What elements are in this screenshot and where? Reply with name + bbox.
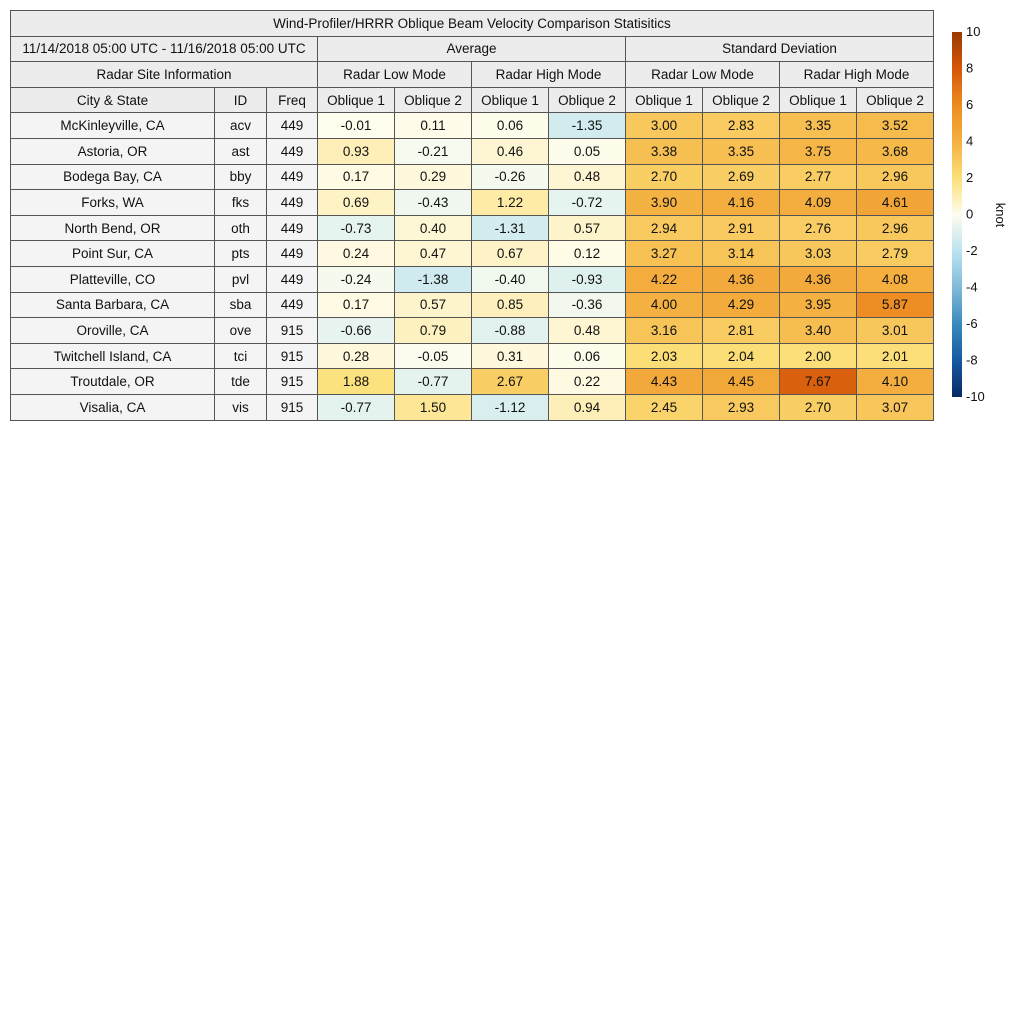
table-row [11, 343, 934, 369]
avg-low-oblique-2-header: Oblique 2 [395, 87, 472, 113]
std-low-ob1-cell: 2.03 [626, 343, 703, 369]
std-low-ob2-cell: 4.29 [703, 292, 780, 318]
colorbar-tick-label: 2 [966, 170, 974, 185]
avg-low-ob1-cell: 0.93 [318, 138, 395, 164]
std-low-ob1-cell: 3.90 [626, 190, 703, 216]
std-low-ob2-cell: 2.04 [703, 343, 780, 369]
avg-low-ob2-cell: 1.50 [395, 394, 472, 420]
city-cell: Forks, WA [11, 190, 215, 216]
avg-high-ob2-cell: -1.35 [549, 113, 626, 139]
avg-low-ob2-cell: 0.40 [395, 215, 472, 241]
city-cell: Point Sur, CA [11, 241, 215, 267]
std-low-ob2-cell: 4.36 [703, 266, 780, 292]
std-low-ob2-cell: 4.16 [703, 190, 780, 216]
freq-cell: 449 [267, 292, 318, 318]
std-high-ob2-cell: 2.79 [857, 241, 934, 267]
avg-high-ob1-cell: -0.88 [472, 318, 549, 344]
std-high-ob1-cell: 4.36 [780, 266, 857, 292]
std-high-ob2-cell: 3.01 [857, 318, 934, 344]
city-cell: Oroville, CA [11, 318, 215, 344]
avg-high-ob2-cell: 0.12 [549, 241, 626, 267]
avg-high-ob2-cell: -0.93 [549, 266, 626, 292]
avg-high-ob2-cell: 0.05 [549, 138, 626, 164]
table-title: Wind-Profiler/HRRR Oblique Beam Velocity Comparison Statisitics [11, 11, 934, 37]
id-cell: pvl [215, 266, 267, 292]
table-row [11, 138, 934, 164]
std-low-ob1-cell: 3.16 [626, 318, 703, 344]
std-low-ob1-cell: 3.38 [626, 138, 703, 164]
avg-high-ob1-cell: -0.26 [472, 164, 549, 190]
avg-low-ob1-cell: 0.24 [318, 241, 395, 267]
std-low-ob1-cell: 2.45 [626, 394, 703, 420]
avg-low-ob1-cell: -0.66 [318, 318, 395, 344]
avg-low-ob1-cell: -0.01 [318, 113, 395, 139]
std-high-ob2-cell: 3.68 [857, 138, 934, 164]
id-cell: acv [215, 113, 267, 139]
std-high-ob2-cell: 2.96 [857, 164, 934, 190]
id-cell: fks [215, 190, 267, 216]
avg-high-ob1-cell: -0.40 [472, 266, 549, 292]
city-column-header: City & State [11, 87, 215, 113]
std-low-ob1-cell: 3.00 [626, 113, 703, 139]
avg-high-ob2-cell: 0.48 [549, 318, 626, 344]
id-cell: pts [215, 241, 267, 267]
avg-high-ob1-cell: 0.31 [472, 343, 549, 369]
table-row [11, 266, 934, 292]
colorbar-tick-label: 0 [966, 206, 974, 222]
city-cell: Twitchell Island, CA [11, 343, 215, 369]
id-cell: tci [215, 343, 267, 369]
id-cell: bby [215, 164, 267, 190]
id-cell: vis [215, 394, 267, 420]
table-row [11, 318, 934, 344]
std-low-ob1-cell: 4.43 [626, 369, 703, 395]
id-cell: tde [215, 369, 267, 395]
std-low-ob2-cell: 2.81 [703, 318, 780, 344]
table-row [11, 164, 934, 190]
colorbar-tick-label: -8 [966, 352, 978, 368]
freq-column-header: Freq [267, 87, 318, 113]
avg-low-ob2-cell: 0.29 [395, 164, 472, 190]
freq-cell: 449 [267, 241, 318, 267]
colorbar-tick-label: -2 [966, 243, 978, 258]
avg-high-ob1-cell: -1.12 [472, 394, 549, 420]
colorbar-tick-label: -4 [966, 279, 978, 295]
std-high-ob1-cell: 2.77 [780, 164, 857, 190]
avg-low-mode-header: Radar Low Mode [318, 62, 472, 88]
std-high-ob2-cell: 2.96 [857, 215, 934, 241]
avg-high-mode-header: Radar High Mode [472, 62, 626, 88]
std-low-ob2-cell: 2.91 [703, 215, 780, 241]
std-low-ob2-cell: 4.45 [703, 369, 780, 395]
freq-cell: 915 [267, 394, 318, 420]
avg-low-oblique-1-header: Oblique 1 [318, 87, 395, 113]
stats-table [10, 10, 934, 421]
period-label: 11/14/2018 05:00 UTC - 11/16/2018 05:00 UTC [11, 36, 318, 62]
colorbar-tick-label: -6 [966, 316, 978, 331]
std-high-ob2-cell: 4.61 [857, 190, 934, 216]
avg-low-ob2-cell: -0.43 [395, 190, 472, 216]
freq-cell: 449 [267, 266, 318, 292]
avg-high-ob2-cell: 0.22 [549, 369, 626, 395]
freq-cell: 915 [267, 369, 318, 395]
std-high-mode-header: Radar High Mode [780, 62, 934, 88]
freq-cell: 915 [267, 343, 318, 369]
std-high-ob1-cell: 3.35 [780, 113, 857, 139]
std-low-oblique-1-header: Oblique 1 [626, 87, 703, 113]
std-high-ob2-cell: 5.87 [857, 292, 934, 318]
table-row [11, 292, 934, 318]
avg-high-oblique-2-header: Oblique 2 [549, 87, 626, 113]
avg-low-ob2-cell: 0.57 [395, 292, 472, 318]
std-high-oblique-2-header: Oblique 2 [857, 87, 934, 113]
avg-low-ob2-cell: -0.77 [395, 369, 472, 395]
avg-low-ob2-cell: 0.79 [395, 318, 472, 344]
avg-low-ob1-cell: 0.69 [318, 190, 395, 216]
avg-low-ob1-cell: -0.24 [318, 266, 395, 292]
id-column-header: ID [215, 87, 267, 113]
id-cell: oth [215, 215, 267, 241]
colorbar-label: knot [993, 202, 1008, 228]
colorbar-tick-label: 10 [966, 26, 981, 39]
colorbar-tick-label: 6 [966, 97, 974, 112]
avg-high-ob2-cell: 0.48 [549, 164, 626, 190]
freq-cell: 449 [267, 113, 318, 139]
std-dev-header: Standard Deviation [626, 36, 934, 62]
std-low-ob1-cell: 4.22 [626, 266, 703, 292]
avg-high-ob2-cell: 0.57 [549, 215, 626, 241]
city-cell: North Bend, OR [11, 215, 215, 241]
city-cell: Santa Barbara, CA [11, 292, 215, 318]
std-high-ob1-cell: 7.67 [780, 369, 857, 395]
table-row [11, 394, 934, 420]
avg-low-ob1-cell: 0.17 [318, 164, 395, 190]
std-high-ob2-cell: 2.01 [857, 343, 934, 369]
std-high-oblique-1-header: Oblique 1 [780, 87, 857, 113]
freq-cell: 449 [267, 215, 318, 241]
avg-high-ob2-cell: 0.06 [549, 343, 626, 369]
avg-high-ob1-cell: 0.06 [472, 113, 549, 139]
std-high-ob2-cell: 4.08 [857, 266, 934, 292]
avg-low-ob2-cell: 0.47 [395, 241, 472, 267]
avg-high-ob2-cell: -0.36 [549, 292, 626, 318]
id-cell: sba [215, 292, 267, 318]
avg-low-ob2-cell: -0.21 [395, 138, 472, 164]
std-low-oblique-2-header: Oblique 2 [703, 87, 780, 113]
site-info-header: Radar Site Information [11, 62, 318, 88]
colorbar-tick-label: 4 [966, 133, 974, 149]
avg-high-ob1-cell: 1.22 [472, 190, 549, 216]
std-low-ob1-cell: 2.94 [626, 215, 703, 241]
freq-cell: 449 [267, 138, 318, 164]
avg-low-ob1-cell: 1.88 [318, 369, 395, 395]
std-low-ob2-cell: 2.69 [703, 164, 780, 190]
avg-low-ob1-cell: -0.73 [318, 215, 395, 241]
std-low-ob2-cell: 3.35 [703, 138, 780, 164]
std-high-ob1-cell: 2.70 [780, 394, 857, 420]
avg-high-ob1-cell: 0.46 [472, 138, 549, 164]
std-high-ob1-cell: 3.03 [780, 241, 857, 267]
std-high-ob2-cell: 3.07 [857, 394, 934, 420]
std-high-ob1-cell: 3.40 [780, 318, 857, 344]
avg-high-ob1-cell: 2.67 [472, 369, 549, 395]
table-row [11, 113, 934, 139]
avg-low-ob1-cell: 0.28 [318, 343, 395, 369]
colorbar [948, 26, 1018, 416]
average-header: Average [318, 36, 626, 62]
std-high-ob1-cell: 2.00 [780, 343, 857, 369]
std-high-ob1-cell: 3.75 [780, 138, 857, 164]
avg-high-ob2-cell: -0.72 [549, 190, 626, 216]
avg-low-ob2-cell: 0.11 [395, 113, 472, 139]
avg-high-ob1-cell: 0.85 [472, 292, 549, 318]
colorbar-tick-label: -10 [966, 389, 985, 404]
id-cell: ast [215, 138, 267, 164]
avg-low-ob2-cell: -0.05 [395, 343, 472, 369]
id-cell: ove [215, 318, 267, 344]
avg-high-ob2-cell: 0.94 [549, 394, 626, 420]
freq-cell: 449 [267, 190, 318, 216]
std-low-ob2-cell: 2.83 [703, 113, 780, 139]
table-row [11, 215, 934, 241]
table-row [11, 190, 934, 216]
avg-high-ob1-cell: 0.67 [472, 241, 549, 267]
city-cell: Platteville, CO [11, 266, 215, 292]
std-low-mode-header: Radar Low Mode [626, 62, 780, 88]
std-high-ob1-cell: 4.09 [780, 190, 857, 216]
std-low-ob1-cell: 4.00 [626, 292, 703, 318]
std-low-ob2-cell: 2.93 [703, 394, 780, 420]
city-cell: Troutdale, OR [11, 369, 215, 395]
colorbar-tick-label: 8 [966, 60, 974, 76]
city-cell: Visalia, CA [11, 394, 215, 420]
avg-low-ob1-cell: -0.77 [318, 394, 395, 420]
colorbar-gradient [952, 32, 962, 397]
avg-high-oblique-1-header: Oblique 1 [472, 87, 549, 113]
std-high-ob2-cell: 4.10 [857, 369, 934, 395]
std-low-ob1-cell: 2.70 [626, 164, 703, 190]
std-high-ob1-cell: 2.76 [780, 215, 857, 241]
std-high-ob1-cell: 3.95 [780, 292, 857, 318]
table-row [11, 241, 934, 267]
freq-cell: 915 [267, 318, 318, 344]
city-cell: McKinleyville, CA [11, 113, 215, 139]
std-low-ob1-cell: 3.27 [626, 241, 703, 267]
avg-low-ob2-cell: -1.38 [395, 266, 472, 292]
table-row [11, 369, 934, 395]
std-low-ob2-cell: 3.14 [703, 241, 780, 267]
avg-low-ob1-cell: 0.17 [318, 292, 395, 318]
city-cell: Bodega Bay, CA [11, 164, 215, 190]
freq-cell: 449 [267, 164, 318, 190]
avg-high-ob1-cell: -1.31 [472, 215, 549, 241]
std-high-ob2-cell: 3.52 [857, 113, 934, 139]
city-cell: Astoria, OR [11, 138, 215, 164]
